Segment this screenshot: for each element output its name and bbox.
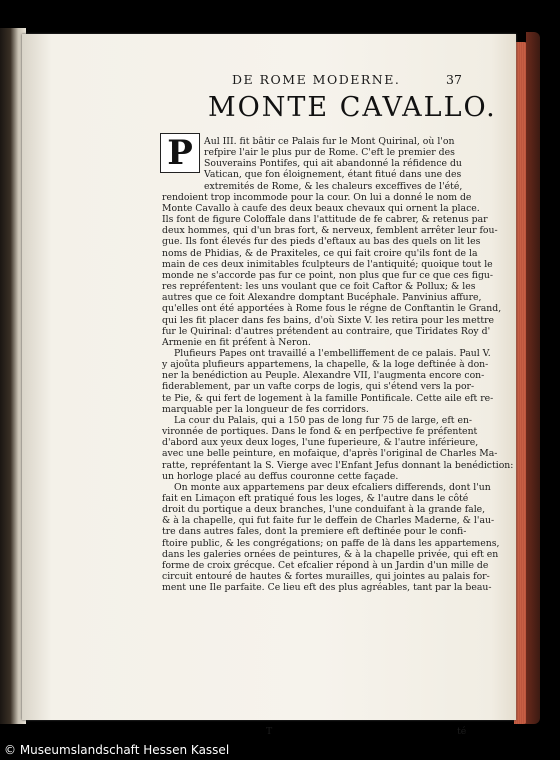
text-line: tre dans autres fales, dont la premiere eft deftinée pour le confi- (162, 526, 467, 538)
text-line: deux hommes, qui d'un bras fort, & nerveux, femblent arrêter leur fou- (162, 225, 498, 237)
text-line: monde ne s'accorde pas fur ce point, non plus que fur ce que ces figu- (162, 269, 494, 281)
text-line: refpire l'air le plus pur de Rome. C'eft le premier des (204, 147, 455, 159)
text-line: te Pie, & qui fert de logement à la famille Pontificale. Cette aile eft re- (162, 392, 494, 404)
text-line: dans les galeries ornées de peintures, & à la chapelle privée, qui eft en (162, 548, 499, 560)
text-line: main de ces deux inimitables fculpteurs de l'antiquité; quoique tout le (162, 258, 493, 270)
text-line: Plufieurs Papes ont travaillé a l'embelliffement de ce palais. Paul V. (174, 347, 491, 359)
text-line: qu'elles ont été apportées à Rome fous le régne de Conftantin le Grand, (162, 303, 502, 315)
drop-cap-letter: P (167, 133, 193, 173)
text-line: marquable per la longueur de fes corridors. (162, 403, 369, 415)
text-line: un horloge placé au deffus couronne cette façade. (162, 470, 399, 482)
signature-mark: T (266, 726, 273, 737)
text-line: rendoient trop incommode pour la cour. On lui a donné le nom de (162, 191, 472, 203)
text-line: Armenie en fit préfent à Neron. (162, 336, 311, 348)
text-line: ner la benédiction au Peuple. Alexandre VII, l'augmenta encore con- (162, 370, 485, 382)
text-line: Ils font de figure Coloffale dans l'attitude de fe cabrer, & retenus par (162, 214, 488, 226)
text-line: Aul III. fit bâtir ce Palais fur le Mont Quirinal, où l'on (204, 136, 455, 147)
text-line: fur le Quirinal: d'autres prétendent au contraire, que Tiridates Roy d' (162, 325, 491, 337)
text-line: ment une Ile parfaite. Ce lieu eft des plus agréables, tant par la beau- (162, 582, 492, 594)
text-line: On monte aux appartemens par deux efcaliers differends, dont l'un (174, 481, 491, 493)
copyright-credit: © Museumslandschaft Hessen Kassel (4, 743, 230, 757)
text-line: fiderablement, par un vafte corps de logis, qui s'étend vers la por- (162, 381, 475, 393)
chapter-title: MONTE CAVALLO. (208, 92, 497, 123)
text-line: avec une belle peinture, en mofaique, d'après l'original de Charles Ma- (162, 448, 498, 460)
cover-board (526, 32, 540, 724)
text-line: fait en Limaçon eft pratiqué fous les loges, & l'autre dans le côté (162, 493, 469, 504)
text-line: y ajoûta plufieurs appartemens, la chapelle, & la loge deftinée à don- (162, 359, 489, 371)
catchword: té (457, 726, 467, 737)
page-number: 37 (446, 72, 462, 87)
text-line: Monte Cavallo à caufe des deux beaux chevaux qui ornent la place. (162, 202, 480, 214)
text-line: circuit entouré de hautes & fortes murailles, qui jointes au palais for- (162, 571, 490, 583)
text-line: qui les fit placer dans fes bains, d'où Sixte V. les retira pour les mettre (162, 314, 495, 326)
body-text (162, 133, 514, 594)
text-line: ftoire public, & les congrégations; on paffe de là dans les appartemens, (162, 537, 500, 549)
text-line: Souverains Pontifes, qui ait abandonné la réfidence du (204, 158, 462, 170)
running-head-title: DE ROME MODERNE. (232, 72, 401, 87)
text-line: res repréfentent: les uns voulant que ce foit Caftor & Pollux; & les (162, 281, 476, 293)
text-line: & à la chapelle, qui fut faite fur le deffein de Charles Maderne, & l'au- (162, 515, 495, 527)
text-line: noms de Phidias, & de Praxiteles, ce qui fait croire qu'ils font de la (162, 247, 478, 259)
text-line: gue. Ils font élevés fur des pieds d'eftaux au bas des quels on lit les (162, 236, 481, 248)
text-line: d'abord aux yeux deux loges, l'une fuperieure, & l'autre inférieure, (162, 437, 479, 449)
text-line: droit du portique a deux branches, l'une conduifant à la grande fale, (162, 504, 486, 516)
text-line: forme de croix grécque. Cet efcalier répond à un Jardin d'un mille de (162, 559, 489, 571)
text-line: ratte, repréfentant la S. Vierge avec l'Enfant Jefus donnant la benédiction: (162, 459, 514, 471)
text-line: La cour du Palais, qui a 150 pas de long fur 75 de large, eft en- (174, 414, 473, 426)
text-line: extremités de Rome, & les chaleurs exceffives de l'été, (204, 180, 463, 192)
text-line: Vatican, que fon éloignement, étant fitué dans une des (204, 169, 462, 181)
text-line: vironnée de portiques. Dans le fond & en perfpective fe préfentent (162, 426, 478, 438)
text-line: autres que ce foit Alexandre domptant Bucéphale. Panvinius affure, (162, 292, 482, 304)
